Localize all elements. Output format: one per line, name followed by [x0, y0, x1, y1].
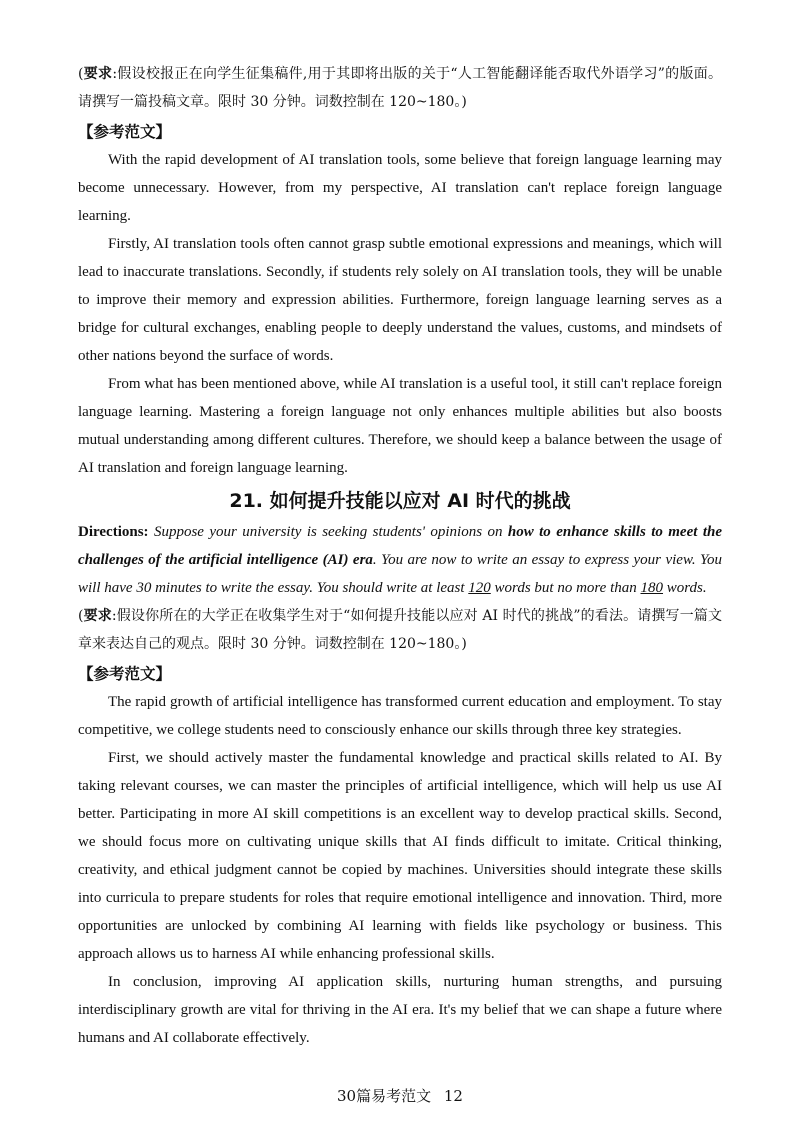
directions-label: Directions: — [78, 524, 149, 540]
page-content — [78, 60, 722, 1052]
directions-min-words: 120 — [468, 580, 491, 596]
essay-2-paragraph-2: First, we should actively master the fundamental knowledge and practical skills related to AI. By taking relevant courses, we can master the principles of artificial intelligence, which will help us use AI better. Participating in more AI skill competitions is an excellent way to develop practical skills. Second, we should focus more on cultivating unique skills that AI finds difficult to imitate. Critical thinking, creativity, and ethical judgment cannot be copied by machines. Universities should integrate these skills into curricula to prepare students for roles that require emotional intelligence and innovation. Third, more opportunities are unlocked by combining AI learning with fields like psychology or business. This approach allows us to harness AI while enhancing professional skills. — [78, 750, 722, 962]
essay-2-paragraph-3: In conclusion, improving AI application skills, nurturing human strengths, and pursuing interdisciplinary growth are vital for thriving in the AI era. It's my belief that we can shape a future where humans and AI collaborate effectively. — [78, 974, 722, 1046]
sample-essay-label-2: 【参考范文】 — [78, 665, 172, 683]
section-heading-21: 21. 如何提升技能以应对 AI 时代的挑战 — [229, 490, 571, 512]
directions-text-2: . You are now to write an essay to express your view. You will have 30 minutes to write the essay. You should write at least — [78, 552, 722, 596]
essay-1-paragraph-3: From what has been mentioned above, while AI translation is a useful tool, it still can't replace foreign language learning. Mastering a foreign language not only enhances multiple abilities but also boosts mutual understanding among different cultures. Therefore, we should keep a balance between the usage of AI translation and foreign language learning. — [78, 376, 722, 476]
essay-1-paragraph-1: With the rapid development of AI translation tools, some believe that foreign language learning may become unnecessary. However, from my perspective, AI translation can't replace foreign language learning. — [78, 152, 722, 224]
footer-title: 30篇易考范文 — [337, 1087, 432, 1105]
requirement-2: (要求:假设你所在的大学正在收集学生对于“如何提升技能以应对 AI 时代的挑战”的看法。请撰写一篇文章来表达自己的观点。限时 30 分钟。词数控制在 120~180。) — [78, 608, 723, 652]
directions-text-3: words but no more than — [490, 580, 641, 596]
requirement-1: (要求:假设校报正在向学生征集稿件,用于其即将出版的关于“人工智能翻译能否取代外语学习”的版面。请撰写一篇投稿文章。限时 30 分钟。词数控制在 120~180。) — [78, 66, 723, 110]
directions-text-4: words. — [663, 580, 707, 596]
directions-max-words: 180 — [640, 580, 664, 596]
sample-essay-label-1: 【参考范文】 — [78, 123, 172, 141]
requirement-1-text: :假设校报正在向学生征集稿件,用于其即将出版的关于“人工智能翻译能否取代外语学习”的版面。请撰写一篇投稿文章。限时 30 分钟。词数控制在 120~180。 — [78, 66, 723, 110]
page-footer — [0, 1085, 800, 1106]
directions-topic: how to enhance skills to meet the challenges of the artificial intelligence (AI) era — [78, 524, 722, 568]
requirement-2-text: :假设你所在的大学正在收集学生对于“如何提升技能以应对 AI 时代的挑战”的看法。请撰写一篇文章来表达自己的观点。限时 30 分钟。词数控制在 120~180。 — [78, 608, 723, 652]
directions-text-1: Suppose your university is seeking students' opinions on — [148, 524, 508, 540]
essay-2-paragraph-1: The rapid growth of artificial intelligence has transformed current education and employment. To stay competitive, we college students need to consciously enhance our skills through three key strategies. — [78, 694, 722, 738]
directions — [78, 518, 722, 602]
requirement-2-label: 要求 — [83, 608, 112, 624]
page-number: 12 — [443, 1087, 463, 1105]
essay-1-paragraph-2: Firstly, AI translation tools often cannot grasp subtle emotional expressions and meanings, which will lead to inaccurate translations. Secondly, if students rely solely on AI translation tools, they will be unable to improve their memory and expression abilities. Furthermore, foreign language learning serves as a bridge for cultural exchanges, enabling people to deeply understand the values, customs, and mindsets of other nations beyond the surface of words. — [78, 236, 722, 364]
requirement-1-label: 要求 — [83, 66, 113, 82]
